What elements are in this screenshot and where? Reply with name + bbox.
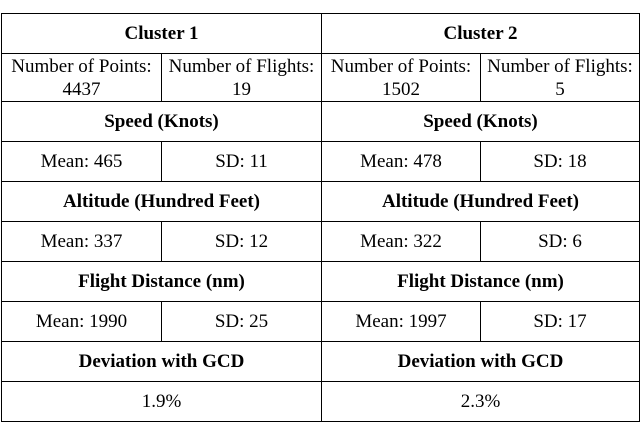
cluster-2-title: Cluster 2 [322, 14, 640, 54]
cluster-1-title: Cluster 1 [2, 14, 322, 54]
cluster-2-points: Number of Points: 1502 [322, 54, 481, 102]
distance-values-row [2, 302, 640, 342]
cluster-1-distance-mean: Mean: 1990 [2, 302, 162, 342]
counts-row [2, 54, 640, 102]
cluster-2-distance-mean: Mean: 1997 [322, 302, 481, 342]
cluster-2-deviation-value: 2.3% [322, 382, 640, 422]
cluster-2-altitude-heading: Altitude (Hundred Feet) [322, 182, 640, 222]
cluster-2-flights: Number of Flights: 5 [481, 54, 640, 102]
cluster-1-deviation-heading: Deviation with GCD [2, 342, 322, 382]
cluster-2-speed-sd: SD: 18 [481, 142, 640, 182]
cluster-statistics-table [1, 13, 640, 422]
cropped-caption-remnant [0, 0, 640, 14]
cluster-2-altitude-sd: SD: 6 [481, 222, 640, 262]
cluster-1-altitude-sd: SD: 12 [162, 222, 322, 262]
cluster-1-speed-mean: Mean: 465 [2, 142, 162, 182]
cluster-2-distance-heading: Flight Distance (nm) [322, 262, 640, 302]
cluster-1-distance-heading: Flight Distance (nm) [2, 262, 322, 302]
cluster-1-speed-sd: SD: 11 [162, 142, 322, 182]
cluster-2-altitude-mean: Mean: 322 [322, 222, 481, 262]
distance-heading-row [2, 262, 640, 302]
cluster-2-speed-heading: Speed (Knots) [322, 102, 640, 142]
cluster-1-altitude-heading: Altitude (Hundred Feet) [2, 182, 322, 222]
altitude-heading-row [2, 182, 640, 222]
cluster-2-deviation-heading: Deviation with GCD [322, 342, 640, 382]
cluster-1-distance-sd: SD: 25 [162, 302, 322, 342]
deviation-heading-row [2, 342, 640, 382]
cluster-1-points: Number of Points: 4437 [2, 54, 162, 102]
cluster-1-flights: Number of Flights: 19 [162, 54, 322, 102]
speed-heading-row [2, 102, 640, 142]
speed-values-row [2, 142, 640, 182]
cluster-2-distance-sd: SD: 17 [481, 302, 640, 342]
cluster-1-deviation-value: 1.9% [2, 382, 322, 422]
cluster-1-speed-heading: Speed (Knots) [2, 102, 322, 142]
deviation-values-row [2, 382, 640, 422]
altitude-values-row [2, 222, 640, 262]
cluster-title-row [2, 14, 640, 54]
cluster-2-speed-mean: Mean: 478 [322, 142, 481, 182]
cluster-1-altitude-mean: Mean: 337 [2, 222, 162, 262]
